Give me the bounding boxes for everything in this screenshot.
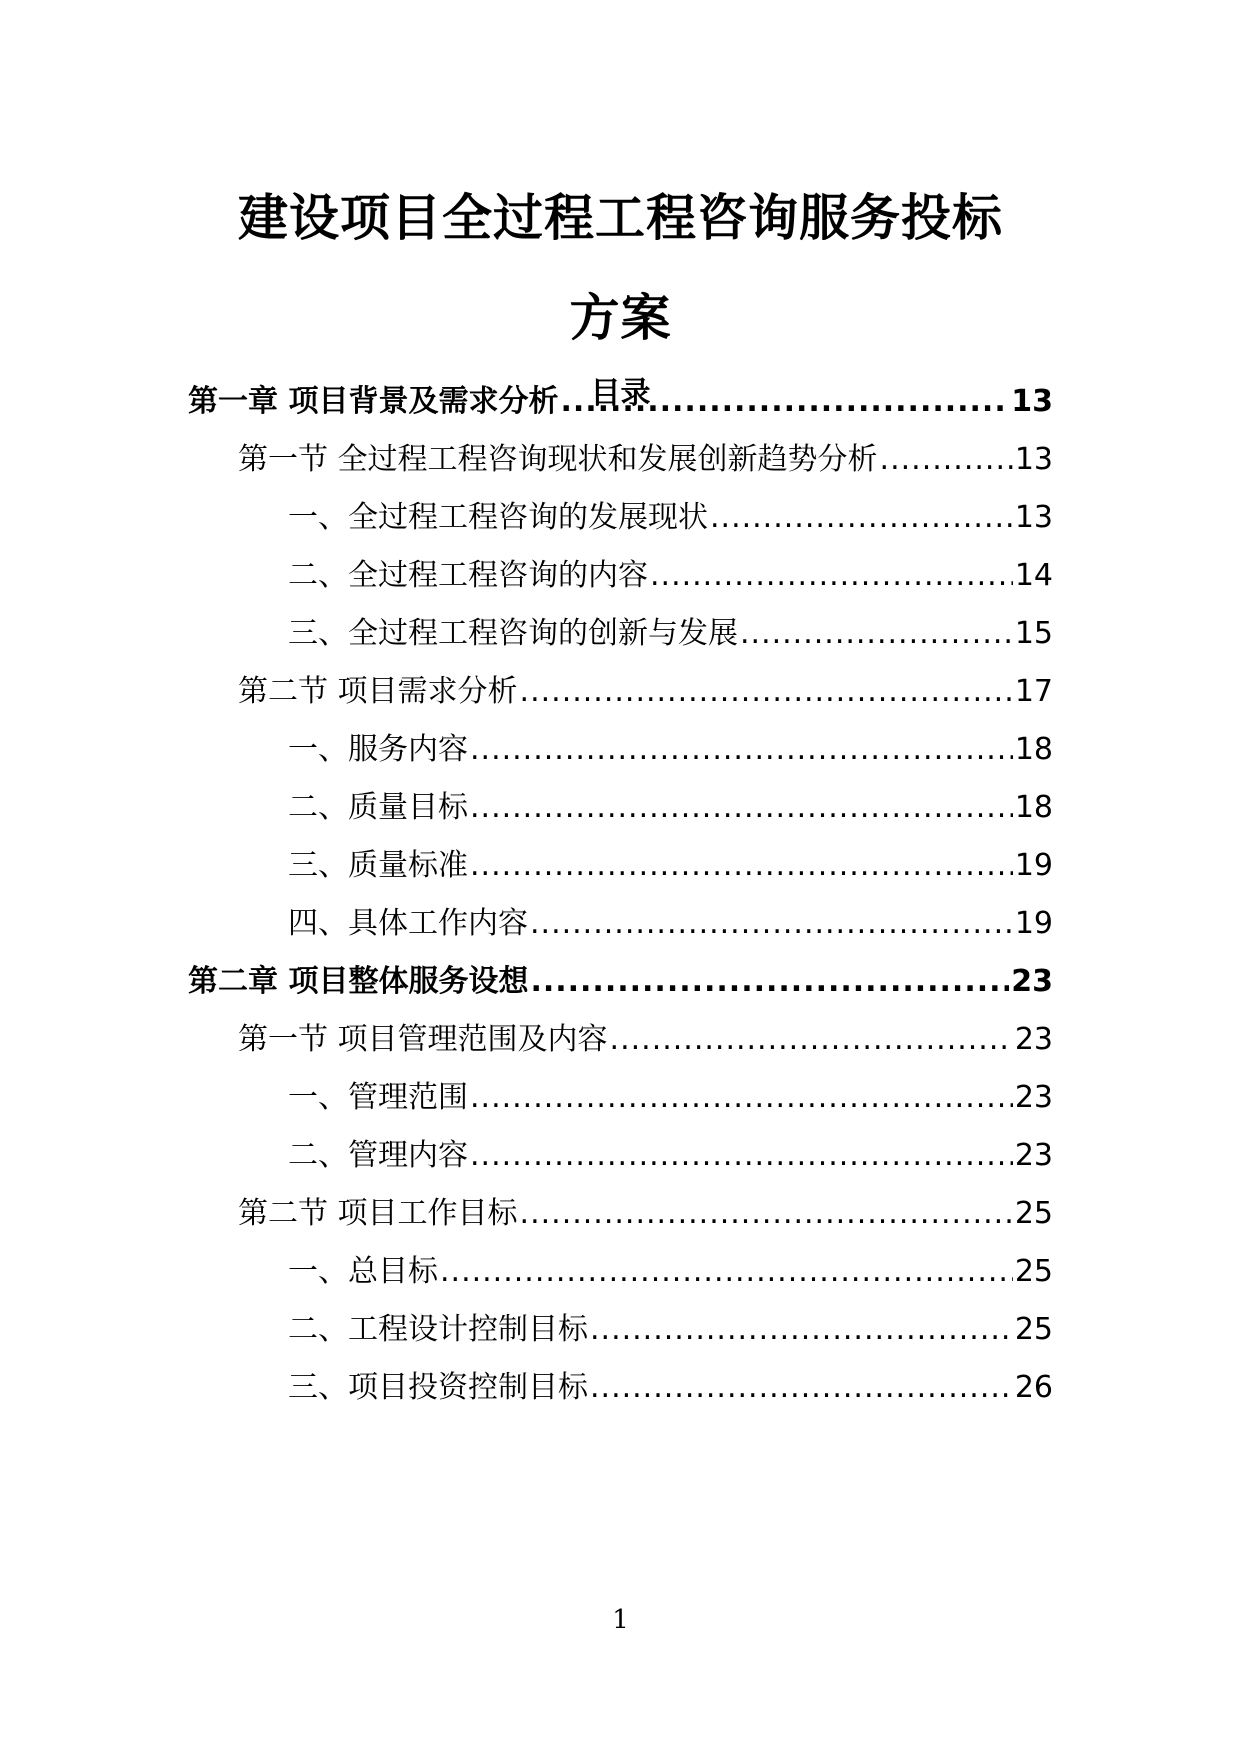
- toc-entry-title: 二、质量目标: [288, 790, 468, 825]
- toc-dot-leader: [440, 1250, 1013, 1294]
- toc-entry[interactable]: [238, 670, 1053, 714]
- toc-entry-title: 三、项目投资控制目标: [288, 1370, 588, 1405]
- toc-entry-title: 一、管理范围: [288, 1080, 468, 1115]
- toc-dot-leader: [470, 1076, 1013, 1120]
- toc-entry-title: 第二节 项目需求分析: [238, 674, 518, 709]
- toc-entry-title: 第二节 项目工作目标: [238, 1196, 518, 1231]
- toc-entry-title: 一、全过程工程咨询的发展现状: [288, 500, 708, 535]
- toc-entry-title: 二、全过程工程咨询的内容: [288, 558, 648, 593]
- toc-entry[interactable]: [288, 1366, 1053, 1410]
- toc-entry[interactable]: [288, 1076, 1053, 1120]
- document-title-line-1: 建设项目全过程工程咨询服务投标: [238, 189, 1003, 247]
- toc-dot-leader: [610, 1018, 1013, 1062]
- toc-dot-leader: [710, 496, 1013, 540]
- toc-entry[interactable]: [238, 1192, 1053, 1236]
- toc-entry-title: 第二章 项目整体服务设想: [188, 964, 529, 999]
- toc-dot-leader: [880, 438, 1013, 482]
- toc-entry[interactable]: [238, 438, 1053, 482]
- toc-entry-title: 三、全过程工程咨询的创新与发展: [288, 616, 738, 651]
- toc-entry-title: 一、总目标: [288, 1254, 438, 1289]
- toc-dot-leader: [650, 554, 1013, 598]
- toc-page-number: 25: [1014, 1254, 1053, 1289]
- toc-entry[interactable]: [188, 960, 1053, 1004]
- toc-page-number: 13: [1014, 500, 1053, 535]
- toc-page-number: 15: [1014, 616, 1053, 651]
- toc-page-number: 17: [1014, 674, 1053, 709]
- toc-dot-leader: [740, 612, 1013, 656]
- toc-page-number: 19: [1014, 848, 1053, 883]
- toc-entry-title: 第一章 项目背景及需求分析: [188, 384, 559, 419]
- toc-page-number: 18: [1014, 732, 1053, 767]
- toc-page-number: 23: [1014, 1022, 1053, 1057]
- toc-entry[interactable]: [288, 554, 1053, 598]
- toc-entry[interactable]: [288, 1134, 1053, 1178]
- toc-page-number: 23: [1014, 1138, 1053, 1173]
- toc-page-number: 23: [1014, 1080, 1053, 1115]
- toc-dot-leader: [590, 1308, 1013, 1352]
- toc-entry-title: 第一节 全过程工程咨询现状和发展创新趋势分析: [238, 442, 878, 477]
- toc-page-number: 13: [1014, 442, 1053, 477]
- toc-dot-leader: [470, 844, 1013, 888]
- toc-entry[interactable]: [238, 1018, 1053, 1062]
- toc-dot-leader: [520, 1192, 1013, 1236]
- toc-page-number: 25: [1014, 1312, 1053, 1347]
- toc-dot-leader: [530, 960, 1009, 1004]
- toc-entry-title: 第一节 项目管理范围及内容: [238, 1022, 608, 1057]
- toc-page-number: 23: [1011, 964, 1053, 999]
- toc-entry[interactable]: [288, 844, 1053, 888]
- toc-heading: 目录: [590, 376, 651, 411]
- page-number: 1: [612, 1605, 629, 1635]
- toc-entry[interactable]: [188, 380, 1053, 424]
- toc-dot-leader: [470, 1134, 1013, 1178]
- toc-entry[interactable]: [288, 902, 1053, 946]
- document-title-line-2: 方案: [569, 289, 672, 347]
- toc-page-number: 14: [1014, 558, 1053, 593]
- toc-entry[interactable]: [288, 728, 1053, 772]
- toc-dot-leader: [520, 670, 1013, 714]
- toc-page-number: 18: [1014, 790, 1053, 825]
- toc-page-number: 26: [1014, 1370, 1053, 1405]
- toc-entry-title: 三、质量标准: [288, 848, 468, 883]
- toc-entry-title: 四、具体工作内容: [288, 906, 528, 941]
- toc-page-number: 25: [1014, 1196, 1053, 1231]
- toc-dot-leader: [560, 380, 1009, 424]
- toc-entry-title: 二、管理内容: [288, 1138, 468, 1173]
- toc-dot-leader: [590, 1366, 1013, 1410]
- toc-entry[interactable]: [288, 786, 1053, 830]
- toc-entry[interactable]: [288, 1308, 1053, 1352]
- toc-dot-leader: [470, 728, 1013, 772]
- toc-entry[interactable]: [288, 496, 1053, 540]
- toc-dot-leader: [530, 902, 1013, 946]
- toc-entry-title: 一、服务内容: [288, 732, 468, 767]
- toc-entry-title: 二、工程设计控制目标: [288, 1312, 588, 1347]
- toc-page-number: 19: [1014, 906, 1053, 941]
- toc-entry[interactable]: [288, 1250, 1053, 1294]
- toc-entry[interactable]: [288, 612, 1053, 656]
- toc-dot-leader: [470, 786, 1013, 830]
- toc-page-number: 13: [1011, 384, 1053, 419]
